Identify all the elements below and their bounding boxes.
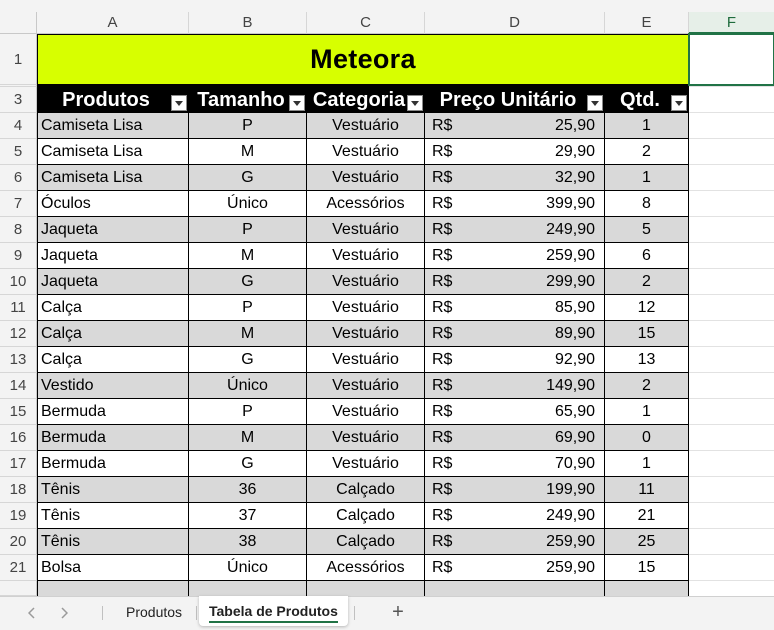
cell-value: 21 bbox=[637, 506, 656, 524]
cell-preco[interactable] bbox=[425, 191, 605, 217]
cell-value: Único bbox=[227, 194, 268, 212]
filter-dropdown-icon[interactable] bbox=[587, 95, 603, 111]
cell-preco[interactable] bbox=[425, 113, 605, 139]
cell-value: 85,90 bbox=[554, 298, 595, 316]
cell-produto[interactable] bbox=[37, 529, 189, 555]
cell-produto[interactable] bbox=[37, 399, 189, 425]
cell-categoria[interactable] bbox=[307, 217, 425, 243]
row-header-11[interactable]: 11 bbox=[0, 295, 37, 321]
cell-preco[interactable] bbox=[425, 217, 605, 243]
cell-value: 299,90 bbox=[546, 272, 595, 290]
column-header-c[interactable]: C bbox=[307, 12, 425, 34]
cell-produto[interactable] bbox=[37, 295, 189, 321]
cell-value: 92,90 bbox=[554, 350, 595, 368]
cell-value: Tênis bbox=[41, 532, 81, 550]
cell-tamanho[interactable] bbox=[189, 243, 307, 269]
cell-value: Jaqueta bbox=[41, 246, 98, 264]
cell-value: Tênis bbox=[41, 480, 81, 498]
currency-symbol: R$ bbox=[432, 402, 453, 420]
row-header-9[interactable]: 9 bbox=[0, 243, 37, 269]
cell-qtd[interactable] bbox=[605, 269, 689, 295]
cell-preco[interactable] bbox=[425, 139, 605, 165]
currency-symbol: R$ bbox=[432, 194, 453, 212]
cell-value: 37 bbox=[238, 506, 257, 524]
cell-value: Camiseta Lisa bbox=[41, 142, 143, 160]
cell-value: P bbox=[242, 220, 253, 238]
currency-symbol: R$ bbox=[432, 220, 453, 238]
cell-value: Óculos bbox=[41, 194, 91, 212]
cell-value: 259,90 bbox=[546, 246, 595, 264]
row-header-12[interactable]: 12 bbox=[0, 321, 37, 347]
cell-produto[interactable] bbox=[37, 477, 189, 503]
cell-value: P bbox=[242, 298, 253, 316]
cell-value: Acessórios bbox=[326, 558, 405, 576]
cell-value: 25 bbox=[637, 532, 656, 550]
cell-produto[interactable] bbox=[37, 217, 189, 243]
cell-value: Único bbox=[227, 376, 268, 394]
cell-categoria[interactable] bbox=[307, 555, 425, 581]
cell-value: Calça bbox=[41, 298, 82, 316]
sheet-tab-produtos[interactable]: Produtos bbox=[126, 604, 183, 620]
cell-value: Único bbox=[227, 558, 268, 576]
cell-produto[interactable] bbox=[37, 243, 189, 269]
cell-value: Vestuário bbox=[332, 272, 399, 290]
currency-symbol: R$ bbox=[432, 454, 453, 472]
cell-qtd[interactable] bbox=[605, 529, 689, 555]
cell-qtd[interactable] bbox=[605, 555, 689, 581]
cell-tamanho[interactable] bbox=[189, 451, 307, 477]
sheet-tab-bar bbox=[0, 596, 774, 630]
cell-value: 399,90 bbox=[546, 194, 595, 212]
selected-cell-f1 bbox=[688, 33, 774, 86]
currency-symbol: R$ bbox=[432, 272, 453, 290]
cell-value: G bbox=[241, 272, 254, 290]
cell-qtd[interactable] bbox=[605, 321, 689, 347]
row-header-20[interactable]: 20 bbox=[0, 529, 37, 555]
cell-value: Calça bbox=[41, 350, 82, 368]
cell-categoria[interactable] bbox=[307, 451, 425, 477]
cell-value: Calça bbox=[41, 324, 82, 342]
cell-produto[interactable] bbox=[37, 139, 189, 165]
cell-value: 1 bbox=[642, 402, 651, 420]
row-header-10[interactable]: 10 bbox=[0, 269, 37, 295]
cell-qtd[interactable] bbox=[605, 165, 689, 191]
table-row-partial bbox=[307, 581, 425, 596]
cell-preco[interactable] bbox=[425, 165, 605, 191]
cell-value: Calçado bbox=[336, 506, 395, 524]
cell-value: P bbox=[242, 402, 253, 420]
cell-qtd[interactable] bbox=[605, 139, 689, 165]
currency-symbol: R$ bbox=[432, 350, 453, 368]
row-header-3[interactable]: 3 bbox=[0, 87, 37, 113]
column-header-b[interactable]: B bbox=[189, 12, 307, 34]
currency-symbol: R$ bbox=[432, 246, 453, 264]
cell-produto[interactable] bbox=[37, 425, 189, 451]
cell-categoria[interactable] bbox=[307, 399, 425, 425]
header-label-produtos: Produtos bbox=[62, 88, 150, 111]
row-header-8[interactable]: 8 bbox=[0, 217, 37, 243]
cell-categoria[interactable] bbox=[307, 139, 425, 165]
cell-value: M bbox=[240, 142, 255, 160]
cell-value: 6 bbox=[642, 246, 651, 264]
row-header-4[interactable]: 4 bbox=[0, 113, 37, 139]
cell-value: Vestuário bbox=[332, 246, 399, 264]
row-header-1[interactable]: 1 bbox=[0, 34, 37, 85]
cell-value: Vestuário bbox=[332, 220, 399, 238]
row-header-19[interactable]: 19 bbox=[0, 503, 37, 529]
cell-value: M bbox=[240, 246, 255, 264]
cell-categoria[interactable] bbox=[307, 321, 425, 347]
currency-symbol: R$ bbox=[432, 428, 453, 446]
cell-preco[interactable] bbox=[425, 555, 605, 581]
cell-value: 1 bbox=[642, 168, 651, 186]
cell-qtd[interactable] bbox=[605, 113, 689, 139]
cell-tamanho[interactable] bbox=[189, 191, 307, 217]
cell-categoria[interactable] bbox=[307, 165, 425, 191]
cell-categoria[interactable] bbox=[307, 529, 425, 555]
currency-symbol: R$ bbox=[432, 558, 453, 576]
cell-value: Jaqueta bbox=[41, 272, 98, 290]
cell-value: 2 bbox=[642, 272, 651, 290]
cell-value: 149,90 bbox=[546, 376, 595, 394]
currency-symbol: R$ bbox=[432, 376, 453, 394]
cell-value: Bolsa bbox=[41, 558, 82, 576]
cell-value: Bermuda bbox=[41, 402, 106, 420]
cell-tamanho[interactable] bbox=[189, 321, 307, 347]
cell-tamanho[interactable] bbox=[189, 555, 307, 581]
cell-value: Vestuário bbox=[332, 428, 399, 446]
cell-tamanho[interactable] bbox=[189, 269, 307, 295]
cell-produto[interactable] bbox=[37, 165, 189, 191]
cell-categoria[interactable] bbox=[307, 503, 425, 529]
cell-produto[interactable] bbox=[37, 113, 189, 139]
cell-value: 65,90 bbox=[554, 402, 595, 420]
cell-value: 5 bbox=[642, 220, 651, 238]
column-header-a[interactable]: A bbox=[37, 12, 189, 34]
sheet-tab-label: Tabela de Produtos bbox=[209, 603, 338, 619]
cell-produto[interactable] bbox=[37, 191, 189, 217]
cell-value: Vestuário bbox=[332, 142, 399, 160]
cell-preco[interactable] bbox=[425, 243, 605, 269]
cell-produto[interactable] bbox=[37, 373, 189, 399]
cell-value: 12 bbox=[637, 298, 656, 316]
column-header-f[interactable]: F bbox=[689, 12, 774, 34]
cell-tamanho[interactable] bbox=[189, 529, 307, 555]
cell-value: M bbox=[240, 324, 255, 342]
currency-symbol: R$ bbox=[432, 324, 453, 342]
row-header-18[interactable]: 18 bbox=[0, 477, 37, 503]
cell-preco[interactable] bbox=[425, 295, 605, 321]
cell-preco[interactable] bbox=[425, 529, 605, 555]
filter-dropdown-icon[interactable] bbox=[671, 95, 687, 111]
cell-value: Vestuário bbox=[332, 324, 399, 342]
cell-value: P bbox=[242, 116, 253, 134]
row-header-16[interactable]: 16 bbox=[0, 425, 37, 451]
cell-categoria[interactable] bbox=[307, 191, 425, 217]
cell-value: 38 bbox=[238, 532, 257, 550]
cell-value: 32,90 bbox=[554, 168, 595, 186]
cell-produto[interactable] bbox=[37, 321, 189, 347]
currency-symbol: R$ bbox=[432, 298, 453, 316]
cell-tamanho[interactable] bbox=[189, 295, 307, 321]
cell-categoria[interactable] bbox=[307, 373, 425, 399]
cell-qtd[interactable] bbox=[605, 503, 689, 529]
cell-value: 1 bbox=[642, 116, 651, 134]
cell-categoria[interactable] bbox=[307, 243, 425, 269]
cell-tamanho[interactable] bbox=[189, 347, 307, 373]
cell-value: Vestuário bbox=[332, 454, 399, 472]
cell-qtd[interactable] bbox=[605, 243, 689, 269]
cell-value: Vestido bbox=[41, 376, 94, 394]
row-header-13[interactable]: 13 bbox=[0, 347, 37, 373]
table-row-partial bbox=[605, 581, 689, 596]
cell-produto[interactable] bbox=[37, 451, 189, 477]
cell-value: 2 bbox=[642, 376, 651, 394]
cell-tamanho[interactable] bbox=[189, 217, 307, 243]
currency-symbol: R$ bbox=[432, 116, 453, 134]
cell-value: 70,90 bbox=[554, 454, 595, 472]
cell-value: 249,90 bbox=[546, 220, 595, 238]
cell-value: Vestuário bbox=[332, 298, 399, 316]
cell-qtd[interactable] bbox=[605, 451, 689, 477]
cell-value: Vestuário bbox=[332, 116, 399, 134]
cell-qtd[interactable] bbox=[605, 477, 689, 503]
cell-qtd[interactable] bbox=[605, 425, 689, 451]
currency-symbol: R$ bbox=[432, 168, 453, 186]
cell-preco[interactable] bbox=[425, 503, 605, 529]
cell-value: G bbox=[241, 350, 254, 368]
sheet-tab-tabela-de-produtos[interactable] bbox=[199, 596, 348, 626]
cell-categoria[interactable] bbox=[307, 425, 425, 451]
cell-value: Vestuário bbox=[332, 376, 399, 394]
cell-categoria[interactable] bbox=[307, 269, 425, 295]
header-cell-preco-unitario[interactable] bbox=[425, 87, 605, 113]
currency-symbol: R$ bbox=[432, 480, 453, 498]
cell-value: 249,90 bbox=[546, 506, 595, 524]
cell-value: 15 bbox=[637, 558, 656, 576]
header-label-tamanho: Tamanho bbox=[197, 88, 285, 111]
cell-produto[interactable] bbox=[37, 555, 189, 581]
cell-tamanho[interactable] bbox=[189, 373, 307, 399]
cell-qtd[interactable] bbox=[605, 217, 689, 243]
chevron-left-icon[interactable] bbox=[24, 605, 40, 621]
header-label-preco-unitario: Preço Unitário bbox=[439, 88, 577, 111]
currency-symbol: R$ bbox=[432, 506, 453, 524]
cell-produto[interactable] bbox=[37, 503, 189, 529]
cell-categoria[interactable] bbox=[307, 113, 425, 139]
cell-categoria[interactable] bbox=[307, 295, 425, 321]
cell-value: 89,90 bbox=[554, 324, 595, 342]
cell-value: 1 bbox=[642, 454, 651, 472]
filter-dropdown-icon[interactable] bbox=[407, 95, 423, 111]
cell-value: Jaqueta bbox=[41, 220, 98, 238]
cell-value: 0 bbox=[642, 428, 651, 446]
cell-value: Calçado bbox=[336, 532, 395, 550]
cell-value: Vestuário bbox=[332, 402, 399, 420]
plus-icon[interactable]: + bbox=[392, 601, 404, 623]
cell-preco[interactable] bbox=[425, 373, 605, 399]
table-row-partial bbox=[189, 581, 307, 596]
cell-value: G bbox=[241, 168, 254, 186]
cell-preco[interactable] bbox=[425, 399, 605, 425]
row-header-6[interactable]: 6 bbox=[0, 165, 37, 191]
row-header-21[interactable]: 21 bbox=[0, 555, 37, 581]
cell-value: 259,90 bbox=[546, 532, 595, 550]
cell-value: 25,90 bbox=[554, 116, 595, 134]
cell-value: 199,90 bbox=[546, 480, 595, 498]
cell-qtd[interactable] bbox=[605, 399, 689, 425]
cell-value: 69,90 bbox=[554, 428, 595, 446]
header-label-qtd: Qtd. bbox=[620, 88, 660, 111]
cell-tamanho[interactable] bbox=[189, 425, 307, 451]
header-cell-produtos[interactable] bbox=[37, 87, 189, 113]
cell-value: 13 bbox=[637, 350, 656, 368]
cell-value: 259,90 bbox=[546, 558, 595, 576]
cell-value: Acessórios bbox=[326, 194, 405, 212]
cell-preco[interactable] bbox=[425, 321, 605, 347]
cell-value: Calçado bbox=[336, 480, 395, 498]
cell-preco[interactable] bbox=[425, 269, 605, 295]
cell-value: Camiseta Lisa bbox=[41, 168, 143, 186]
cell-value: 36 bbox=[238, 480, 257, 498]
cell-value: Bermuda bbox=[41, 454, 106, 472]
cell-preco[interactable] bbox=[425, 477, 605, 503]
header-label-categoria: Categoria bbox=[312, 88, 406, 111]
column-header-d[interactable]: D bbox=[425, 12, 605, 34]
table-row-partial bbox=[37, 581, 189, 596]
cell-value: M bbox=[240, 428, 255, 446]
filter-dropdown-icon[interactable] bbox=[171, 95, 187, 111]
row-header-14[interactable]: 14 bbox=[0, 373, 37, 399]
row-header-5[interactable]: 5 bbox=[0, 139, 37, 165]
cell-qtd[interactable] bbox=[605, 347, 689, 373]
title-cell[interactable]: Meteora bbox=[37, 34, 689, 85]
cell-tamanho[interactable] bbox=[189, 477, 307, 503]
cell-preco[interactable] bbox=[425, 347, 605, 373]
currency-symbol: R$ bbox=[432, 532, 453, 550]
cell-value: 11 bbox=[638, 480, 655, 498]
cell-tamanho[interactable] bbox=[189, 399, 307, 425]
cell-value: Bermuda bbox=[41, 428, 106, 446]
cell-tamanho[interactable] bbox=[189, 503, 307, 529]
row-header-15[interactable]: 15 bbox=[0, 399, 37, 425]
cell-tamanho[interactable] bbox=[189, 113, 307, 139]
cell-preco[interactable] bbox=[425, 425, 605, 451]
cell-produto[interactable] bbox=[37, 269, 189, 295]
cell-tamanho[interactable] bbox=[189, 165, 307, 191]
filter-dropdown-icon[interactable] bbox=[289, 95, 305, 111]
cell-qtd[interactable] bbox=[605, 373, 689, 399]
cell-value: 2 bbox=[642, 142, 651, 160]
cell-value: Vestuário bbox=[332, 168, 399, 186]
row-header-17[interactable]: 17 bbox=[0, 451, 37, 477]
cell-value: 15 bbox=[637, 324, 656, 342]
cell-qtd[interactable] bbox=[605, 295, 689, 321]
cell-preco[interactable] bbox=[425, 451, 605, 477]
currency-symbol: R$ bbox=[432, 142, 453, 160]
cell-categoria[interactable] bbox=[307, 347, 425, 373]
chevron-right-icon[interactable] bbox=[56, 605, 72, 621]
cell-value: Vestuário bbox=[332, 350, 399, 368]
cell-value: Camiseta Lisa bbox=[41, 116, 143, 134]
cell-produto[interactable] bbox=[37, 347, 189, 373]
cell-qtd[interactable] bbox=[605, 191, 689, 217]
cell-tamanho[interactable] bbox=[189, 139, 307, 165]
cell-value: 8 bbox=[642, 194, 651, 212]
cell-value: G bbox=[241, 454, 254, 472]
cell-value: 29,90 bbox=[554, 142, 595, 160]
row-header-7[interactable]: 7 bbox=[0, 191, 37, 217]
table-row-partial bbox=[425, 581, 605, 596]
column-header-e[interactable]: E bbox=[605, 12, 689, 34]
cell-categoria[interactable] bbox=[307, 477, 425, 503]
cell-value: Tênis bbox=[41, 506, 81, 524]
